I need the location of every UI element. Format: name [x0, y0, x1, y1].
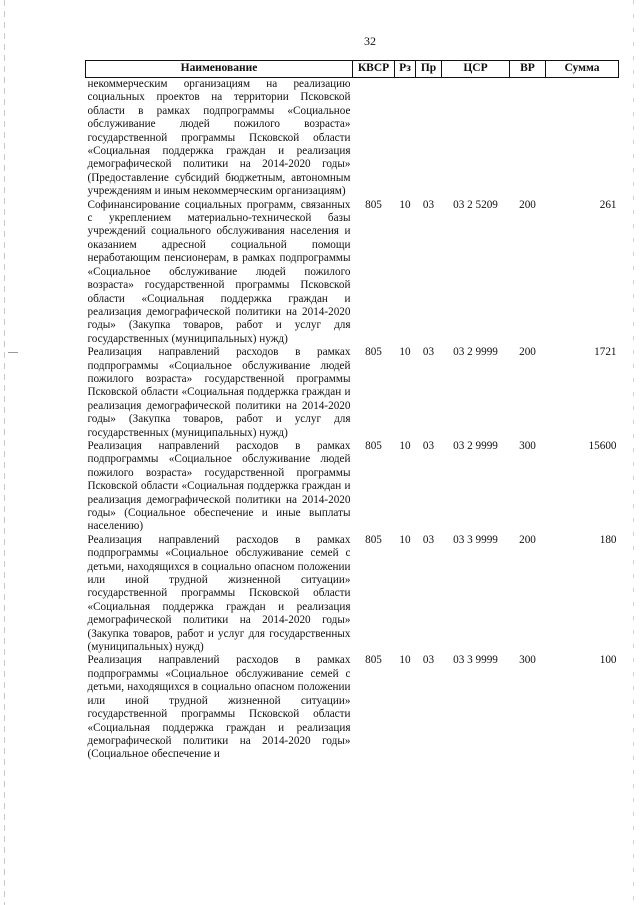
cell-kvsr: 805 — [365, 346, 382, 359]
header-pr: Пр — [416, 61, 442, 78]
cell-sum: 180 — [599, 533, 617, 546]
cell-csr: 03 2 9999 — [453, 439, 498, 452]
table-row — [86, 78, 619, 199]
cell-vr: 300 — [519, 654, 536, 667]
scan-edge-mark — [8, 352, 18, 353]
cell-name: Реализация направлений расходов в рамках подпрограммы «Социальное обслуживание семей с детьми, находящихся в социально опасном положении или иной трудной жизненной ситуации» государственной программы Псковской области «Социальная поддержка граждан и реализация демографической политики на 2014-2020 годы» (Социальное обеспечение и — [87, 654, 351, 761]
cell-sum: 100 — [599, 654, 617, 667]
cell-kvsr — [353, 78, 395, 199]
cell-pr: 03 — [422, 439, 435, 452]
header-vr: ВР — [510, 61, 546, 78]
cell-name: Реализация направлений расходов в рамках подпрограммы «Социальное обслуживание людей пожилого возраста» государственной программы Псковской области «Социальная поддержка граждан и реализация демографической политики на 2014-2020 годы» (Социальное обеспечение и иные выплаты населению) — [87, 439, 351, 533]
table-row — [86, 534, 619, 655]
cell-vr: 200 — [519, 346, 536, 359]
table-row — [86, 654, 619, 761]
cell-rz — [395, 78, 416, 199]
cell-pr: 03 — [422, 654, 435, 667]
cell-kvsr: 805 — [365, 533, 382, 546]
header-csr: ЦСР — [442, 61, 510, 78]
table-row — [86, 440, 619, 534]
header-name: Наименование — [86, 61, 353, 78]
page-number: 32 — [364, 34, 376, 48]
cell-name: некоммерческим организациям на реализацию социальных проектов на территории Псковской области в рамках подпрограммы «Социальное обслуживание людей пожилого возраста» государственной программы Псковской области «Социальная поддержка граждан и реализация демографической политики на 2014-2020 годы» (Предоставление субсидий бюджетным, автономным учреждениям и иным некоммерческим организациям) — [87, 78, 351, 198]
cell-rz: 10 — [399, 346, 411, 359]
cell-csr: 03 2 5209 — [453, 198, 498, 211]
cell-kvsr: 805 — [365, 654, 382, 667]
cell-rz: 10 — [399, 533, 411, 546]
cell-name: Реализация направлений расходов в рамках подпрограммы «Социальное обслуживание семей с детьми, находящихся в социально опасном положении или иной трудной жизненной ситуации» государственной программы Псковской области «Социальная поддержка граждан и реализация демографической политики на 2014-2020 годы» (Закупка товаров, работ и услуг для государственных (муниципальных) нужд) — [87, 533, 351, 654]
header-rz: Рз — [395, 61, 416, 78]
cell-csr: 03 2 9999 — [453, 346, 498, 359]
table-row — [86, 346, 619, 440]
cell-rz: 10 — [399, 198, 411, 211]
cell-csr: 03 3 9999 — [453, 533, 498, 546]
cell-vr: 200 — [519, 198, 536, 211]
cell-rz: 10 — [399, 439, 411, 452]
cell-name: Реализация направлений расходов в рамках подпрограммы «Социальное обслуживание людей пожилого возраста» государственной программы Псковской области «Социальная поддержка граждан и реализация демографической политики на 2014-2020 годы» (Закупка товаров, работ и услуг для государственных (муниципальных) нужд) — [87, 346, 351, 439]
cell-sum: 261 — [599, 198, 617, 211]
cell-vr: 200 — [519, 533, 536, 546]
cell-name: Софинансирование социальных программ, связанных с укреплением материально-технической базы учреждений социального обслуживания населения и оказанием адресной социальной помощи неработающим пенсионерам, в рамках подпрограммы «Социальное обслуживание людей пожилого возраста» государственной программы Псковской области «Социальная поддержка граждан и реализация демографической политики на 2014-2020 годы» (Закупка товаров, работ и услуг для государственных (муниципальных) нужд) — [87, 198, 351, 345]
scan-edge-left — [4, 0, 5, 905]
cell-csr: 03 3 9999 — [453, 654, 498, 667]
table-header-row — [86, 61, 619, 78]
cell-pr: 03 — [422, 346, 435, 359]
cell-sum: 1721 — [594, 346, 617, 359]
cell-pr: 03 — [422, 533, 435, 546]
cell-csr — [442, 78, 510, 199]
header-kvsr: КВСР — [353, 61, 395, 78]
cell-pr: 03 — [422, 198, 435, 211]
cell-sum — [546, 78, 619, 199]
cell-kvsr: 805 — [365, 198, 382, 211]
table-row — [86, 199, 619, 346]
cell-rz: 10 — [399, 654, 411, 667]
cell-pr — [416, 78, 442, 199]
budget-table — [85, 60, 619, 762]
cell-sum: 15600 — [588, 439, 617, 452]
cell-vr — [510, 78, 546, 199]
scan-edge-right — [633, 0, 634, 905]
header-sum: Сумма — [546, 61, 619, 78]
cell-vr: 300 — [519, 439, 536, 452]
cell-kvsr: 805 — [365, 439, 382, 452]
